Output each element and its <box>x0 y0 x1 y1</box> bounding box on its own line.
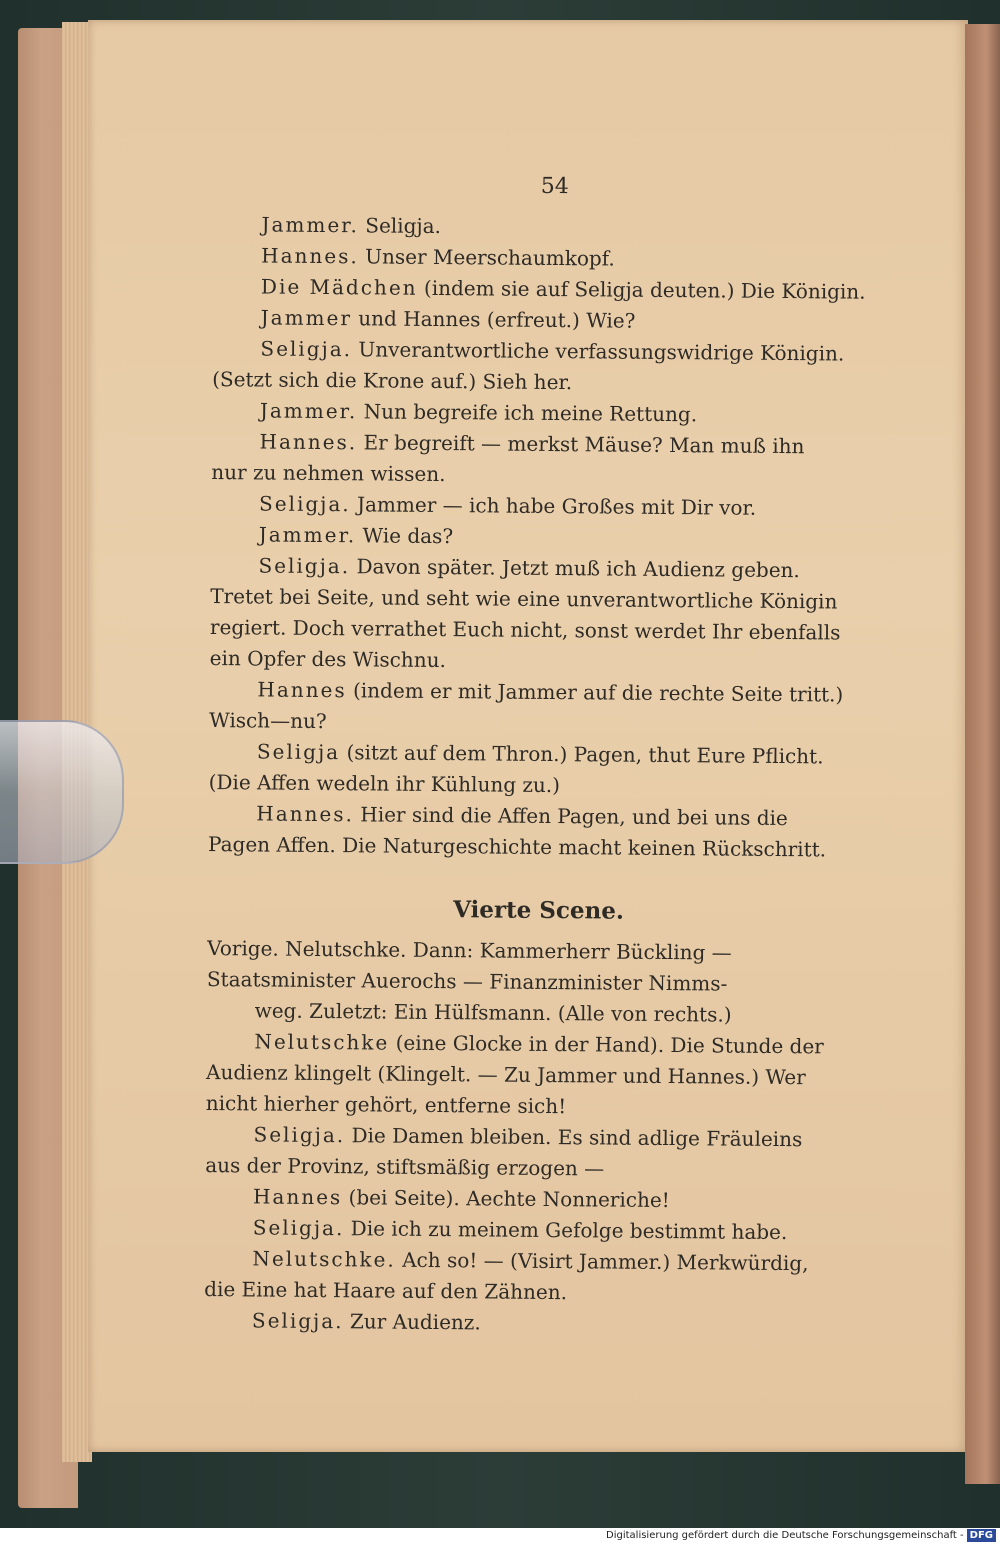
speaker-name: Seligja. <box>252 1215 345 1241</box>
line-text: Staatsminister Auerochs — Finanzminister Nimms- <box>206 967 728 996</box>
line-text: nicht hierher gehört, entferne sich! <box>205 1090 567 1119</box>
line-text: Nun begreife ich meine Rettung. <box>357 399 698 427</box>
text-line <box>204 829 874 866</box>
line-text: Die Damen bleiben. Es sind adlige Fräuleins <box>345 1123 803 1152</box>
scene-heading: Vierte Scene. <box>453 896 625 925</box>
line-text: die Eine hat Haare auf den Zähnen. <box>204 1276 568 1305</box>
dialogue-block-2 <box>200 933 873 1342</box>
speaker-name: Die Mädchen <box>260 274 418 300</box>
right-cover <box>965 24 1000 1484</box>
line-text: Davon später. Jetzt muß ich Audienz geben. <box>350 554 800 583</box>
footer-bar <box>0 1528 1000 1544</box>
line-text: nur zu nehmen wissen. <box>211 460 446 487</box>
line-text: Die ich zu meinem Gefolge bestimmt habe. <box>344 1216 788 1245</box>
line-text: (indem sie auf Seligja deuten.) Die Königin. <box>417 275 866 304</box>
speaker-name: Jammer <box>260 305 353 331</box>
line-text: Wisch—nu? <box>209 708 327 734</box>
line-text: (Setzt sich die Krone auf.) Sieh her. <box>212 367 573 395</box>
line-text: Unverantwortliche verfassungswidrige Königin. <box>351 337 845 366</box>
speaker-name: Hannes. <box>261 243 359 269</box>
speaker-name: Jammer. <box>261 212 360 238</box>
line-text: ein Opfer des Wischnu. <box>209 646 446 673</box>
line-text: (sitzt auf dem Thron.) Pagen, thut Eure Pflicht. <box>340 740 824 769</box>
line-text: Unser Meerschaumkopf. <box>358 244 615 271</box>
line-text: Hier sind die Affen Pagen, und bei uns die <box>353 802 788 831</box>
speaker-name: Seligja. <box>253 1122 346 1148</box>
line-text: Jammer — ich habe Großes mit Dir vor. <box>350 492 757 520</box>
line-text: Audienz klingelt (Klingelt. — Zu Jammer und Hannes.) Wer <box>206 1060 806 1090</box>
line-text: und Hannes (erfreut.) Wie? <box>351 306 636 333</box>
page-text <box>200 168 880 1342</box>
speaker-name: Hannes. <box>256 801 355 827</box>
line-text: (Die Affen wedeln ihr Kühlung zu.) <box>208 770 561 798</box>
line-text: Wie das? <box>356 523 454 549</box>
line-text: Pagen Affen. Die Naturgeschichte macht keinen Rückschritt. <box>207 832 827 862</box>
speaker-name: Nelutschke <box>254 1029 390 1055</box>
book-clip <box>0 720 124 864</box>
line-text: Tretet bei Seite, und seht wie eine unverantwortliche Königin <box>210 584 838 614</box>
line-text: regiert. Doch verrathet Euch nicht, sonst werdet Ihr ebenfalls <box>209 615 841 645</box>
line-text: aus der Provinz, stiftsmäßig erzogen — <box>205 1152 605 1181</box>
line-text: (indem er mit Jammer auf die rechte Seite tritt.) <box>346 678 844 707</box>
speaker-name: Seligja <box>256 739 341 765</box>
speaker-name: Hannes. <box>259 429 358 455</box>
dialogue-block-1 <box>204 209 880 866</box>
line-text: Vorige. Nelutschke. Dann: Kammerherr Bückling — <box>207 936 732 965</box>
text-line <box>200 1305 870 1342</box>
page-number: 54 <box>540 173 569 200</box>
speaker-name: Seligja. <box>260 336 353 362</box>
dfg-logo: DFG <box>967 1529 996 1542</box>
line-text: (bei Seite). Aechte Nonneriche! <box>342 1185 670 1213</box>
line-text: weg. Zuletzt: Ein Hülfsmann. (Alle von rechts.) <box>254 998 732 1027</box>
line-text: Ach so! — (Visirt Jammer.) Merkwürdig, <box>395 1247 809 1276</box>
footer-credit: Digitalisierung gefördert durch die Deutsche Forschungsgemeinschaft - <box>606 1530 964 1541</box>
line-text: Zur Audienz. <box>343 1309 481 1335</box>
speaker-name: Seligja. <box>258 553 351 579</box>
line-text: Seligja. <box>358 213 442 239</box>
speaker-name: Hannes <box>257 677 347 703</box>
speaker-name: Nelutschke. <box>252 1246 396 1272</box>
speaker-name: Seligja. <box>258 491 351 517</box>
line-text: Er begreift — merkst Mäuse? Man muß ihn <box>357 430 805 459</box>
speaker-name: Seligja. <box>251 1308 344 1334</box>
line-text: (eine Glocke in der Hand). Die Stunde der <box>389 1030 824 1059</box>
speaker-name: Hannes <box>252 1184 343 1210</box>
speaker-name: Jammer. <box>259 398 358 424</box>
speaker-name: Jammer. <box>258 522 357 548</box>
